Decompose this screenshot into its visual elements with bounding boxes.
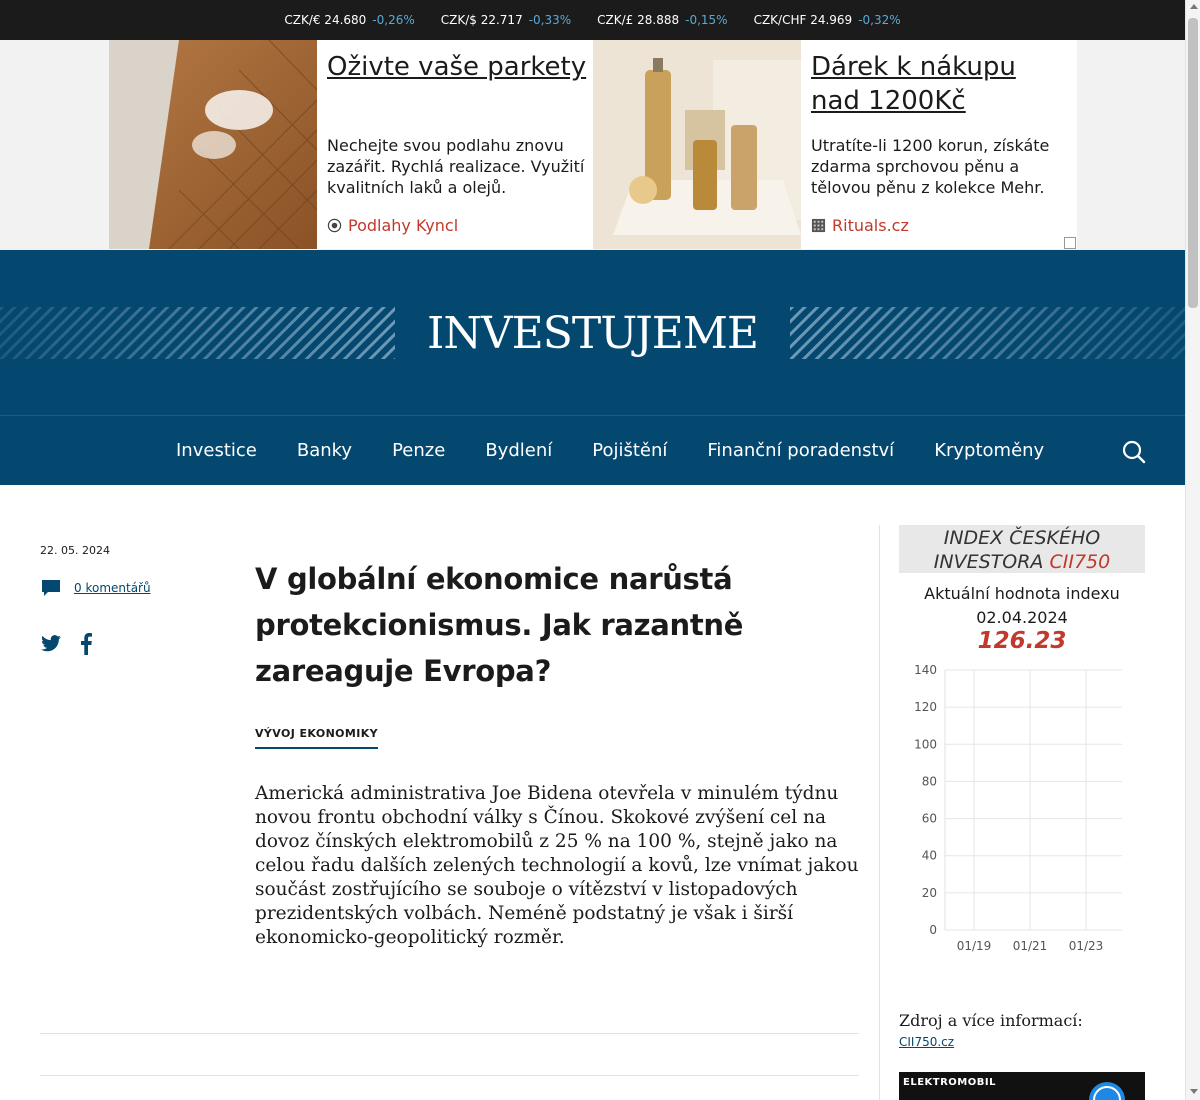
brand-logo-icon [811,218,826,233]
article-title: V globální ekonomice narůstá protekcionismus. Jak razantně zareaguje Evropa? [255,562,744,688]
chart-y-tick-label: 0 [929,923,937,937]
site-header [0,250,1185,415]
chart-y-tick-label: 120 [914,700,937,715]
chart-x-tick-label: 01/19 [956,939,992,953]
ad-strip [0,40,1185,250]
chart-y-tick-label: 20 [921,885,937,900]
comment-icon [40,578,62,598]
ad-text: Utratíte-li 1200 korun, získáte zdarma sprchovou pěnu a tělovou pěnu z kolekce Mehr. [811,136,1050,197]
index-widget-title-accent: CII750 [1049,551,1111,573]
ad-image-rituals[interactable] [593,40,801,249]
ad-rituals[interactable] [593,40,1077,249]
chart-y-tick-label: 140 [914,663,937,677]
comments-link[interactable]: 0 komentářů [74,581,151,595]
scroll-thumb[interactable] [1188,18,1198,308]
chart-y-tick-label: 40 [921,848,937,863]
twitter-icon[interactable] [40,635,62,653]
nav-item-penze[interactable]: Penze [392,440,446,461]
ticker-item-gbp[interactable] [597,13,727,27]
ad-brand[interactable] [811,216,909,235]
page-scrollbar[interactable] [1185,0,1200,1100]
ad-text: Nechejte svou podlahu znovu zazářit. Rychlá realizace. Využití kvalitních laků a olejů. [327,136,585,197]
nav-item-financni-poradenstvi[interactable]: Finanční poradenství [707,440,895,461]
ad-brand-name: Rituals.cz [832,216,909,235]
sidebar-ad-text: ELEKTROMOBIL [903,1077,996,1088]
search-icon[interactable] [1122,440,1146,464]
ad-parkety[interactable] [109,40,593,249]
ticker-change: -0,33% [528,13,572,27]
main-nav [0,415,1185,485]
ad-choices-icon[interactable] [1064,237,1076,249]
index-widget-title-main: INDEX ČESKÉHO INVESTORA [933,527,1101,573]
ad-brand-name: Podlahy Kyncl [348,216,459,235]
article-comments[interactable] [40,578,151,598]
ticker-item-chf[interactable] [754,13,901,27]
ad-brand[interactable] [327,216,458,235]
ticker-pair: CZK/$ 22.717 [440,13,523,27]
ticker-change: -0,26% [372,13,415,27]
source-link[interactable]: CII750.cz [899,1035,955,1049]
nav-item-investice[interactable]: Investice [176,440,257,461]
ad-image-parquet[interactable] [109,40,317,249]
ad-title[interactable]: Dárek k nákupu nad 1200Kč [811,52,1016,116]
sidebar-divider [879,525,880,1100]
index-chart [899,660,1145,960]
chart-x-tick-label: 01/23 [1068,939,1104,953]
sidebar-ad-banner[interactable] [899,1072,1145,1100]
ticker-pair: CZK/£ 28.888 [597,13,680,27]
chart-y-tick-label: 100 [914,737,937,752]
index-widget-label: Aktuální hodnota indexu [924,584,1120,603]
article-perex: Americká administrativa Joe Bidena otevřela v minulém týdnu novou frontu obchodní války s Čínou. Skokové zvýšení cel na dovoz čínských elektromobilů z 25 % na 100 %, stejně jako na celou řadu dalších zelených technologií a kovů, lze vnímat jakou součást zostřujícího se souboje o vítězství v listopadových prezidentských volbách. Neméně podstatný je však i širší ekonomicko-geopolitický rozměr. [255,783,859,948]
site-logo[interactable]: INVESTUJEME [426,308,759,359]
header-stripes-right [790,307,1185,359]
share-buttons [40,633,92,655]
chart-y-tick-label: 60 [921,811,937,826]
divider [40,1033,859,1034]
ticker-change: -0,15% [685,13,728,27]
index-widget-title [899,525,1145,573]
divider [40,1075,859,1076]
article-category[interactable]: VÝVOJ EKONOMIKY [255,727,378,749]
ticker-item-eur[interactable] [284,13,414,27]
index-widget-subtitle [899,582,1145,630]
ad-title[interactable]: Oživte vaše parkety [327,52,587,82]
nav-item-banky[interactable]: Banky [296,440,353,461]
ticker-change: -0,32% [858,13,901,27]
chart-x-tick-label: 01/21 [1012,939,1048,953]
chart-y-tick-label: 80 [921,774,937,789]
source-label: Zdroj a více informací: [899,1011,1083,1030]
brand-logo-icon [327,218,342,233]
sidebar-ad-badge-icon [1087,1080,1127,1100]
ticker-item-usd[interactable] [441,13,571,27]
ticker-pair: CZK/€ 24.680 [284,13,367,27]
nav-item-kryptomeny[interactable]: Kryptoměny [934,440,1045,461]
currency-ticker [0,0,1185,40]
scroll-down-arrow-icon[interactable] [1190,1089,1198,1094]
facebook-icon[interactable] [80,633,92,655]
scroll-up-arrow-icon[interactable] [1190,4,1198,9]
ticker-pair: CZK/CHF 24.969 [753,13,853,27]
article-date: 22. 05. 2024 [40,544,110,557]
nav-item-pojisteni[interactable]: Pojištění [592,440,668,461]
index-widget-value: 126.23 [977,628,1067,654]
index-widget-date: 02.04.2024 [976,608,1068,627]
nav-item-bydleni[interactable]: Bydlení [485,440,553,461]
